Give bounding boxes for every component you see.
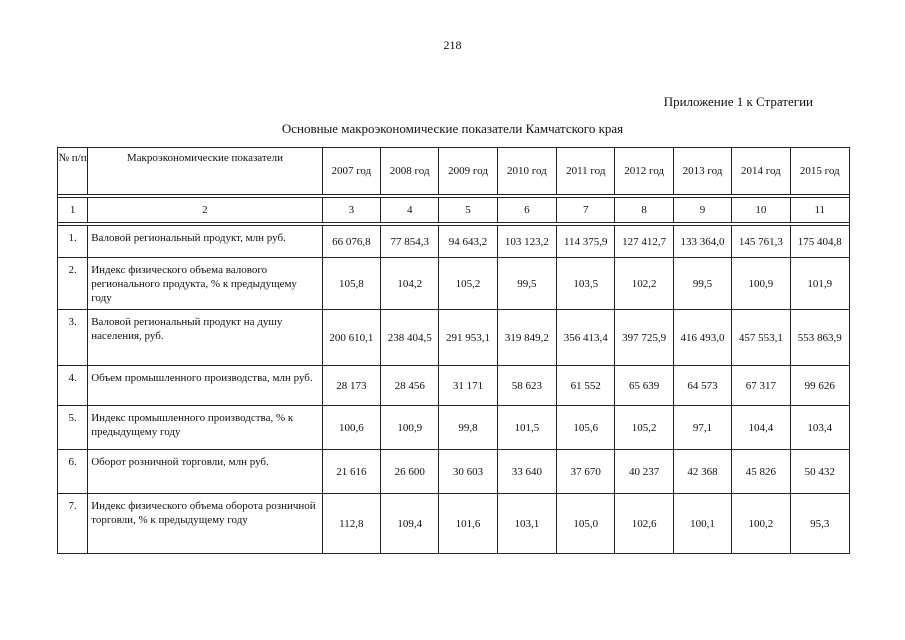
indicator-value: 103,5 <box>557 258 615 310</box>
row-number: 4. <box>58 366 88 406</box>
column-number: 1 <box>58 198 88 223</box>
indicator-value: 99,8 <box>439 406 497 450</box>
header-year: 2009 год <box>439 148 497 195</box>
indicator-value: 127 412,7 <box>615 226 673 258</box>
table-body <box>58 148 850 554</box>
indicator-value: 102,2 <box>615 258 673 310</box>
table-row <box>58 450 850 494</box>
header-number: № п/п <box>58 148 88 195</box>
indicator-value: 553 863,9 <box>790 310 849 366</box>
indicator-value: 94 643,2 <box>439 226 497 258</box>
indicator-value: 99,5 <box>497 258 556 310</box>
indicator-value: 40 237 <box>615 450 673 494</box>
table-row <box>58 258 850 310</box>
indicator-value: 28 456 <box>381 366 439 406</box>
header-year: 2011 год <box>557 148 615 195</box>
indicator-value: 66 076,8 <box>322 226 380 258</box>
column-number: 3 <box>322 198 380 223</box>
indicator-value: 99 626 <box>790 366 849 406</box>
indicator-value: 42 368 <box>673 450 731 494</box>
indicator-value: 102,6 <box>615 494 673 554</box>
row-number: 1. <box>58 226 88 258</box>
indicator-name: Индекс промышленного производства, % к предыдущему году <box>88 406 322 450</box>
row-number: 7. <box>58 494 88 554</box>
header-year: 2013 год <box>673 148 731 195</box>
row-number: 3. <box>58 310 88 366</box>
page-number: 218 <box>443 38 462 52</box>
column-number: 5 <box>439 198 497 223</box>
indicator-value: 100,9 <box>381 406 439 450</box>
indicator-name: Индекс физического объема оборота розничной торговли, % к предыдущему году <box>88 494 322 554</box>
indicator-value: 104,4 <box>732 406 790 450</box>
indicator-value: 457 553,1 <box>732 310 790 366</box>
indicator-value: 397 725,9 <box>615 310 673 366</box>
indicator-value: 97,1 <box>673 406 731 450</box>
indicator-value: 31 171 <box>439 366 497 406</box>
header-indicator-name: Макроэкономические показатели <box>88 148 322 195</box>
header-year: 2010 год <box>497 148 556 195</box>
column-number: 10 <box>732 198 790 223</box>
table-row <box>58 366 850 406</box>
indicator-value: 50 432 <box>790 450 849 494</box>
indicator-value: 37 670 <box>557 450 615 494</box>
indicator-value: 103 123,2 <box>497 226 556 258</box>
indicator-value: 145 761,3 <box>732 226 790 258</box>
indicator-value: 99,5 <box>673 258 731 310</box>
row-number: 2. <box>58 258 88 310</box>
indicator-value: 238 404,5 <box>381 310 439 366</box>
indicator-value: 105,2 <box>615 406 673 450</box>
table-row <box>58 310 850 366</box>
header-year: 2014 год <box>732 148 790 195</box>
header-year: 2012 год <box>615 148 673 195</box>
indicator-value: 105,0 <box>557 494 615 554</box>
indicator-value: 175 404,8 <box>790 226 849 258</box>
indicator-value: 45 826 <box>732 450 790 494</box>
indicator-value: 21 616 <box>322 450 380 494</box>
indicator-value: 95,3 <box>790 494 849 554</box>
macroeconomic-indicators-table <box>57 147 850 554</box>
indicator-value: 109,4 <box>381 494 439 554</box>
row-number: 6. <box>58 450 88 494</box>
indicator-value: 104,2 <box>381 258 439 310</box>
indicator-name: Оборот розничной торговли, млн руб. <box>88 450 322 494</box>
document-title: Основные макроэкономические показатели Камчатского края <box>281 121 624 136</box>
indicator-value: 100,2 <box>732 494 790 554</box>
column-number: 2 <box>88 198 322 223</box>
indicator-value: 28 173 <box>322 366 380 406</box>
column-number: 7 <box>557 198 615 223</box>
column-number: 9 <box>673 198 731 223</box>
indicator-value: 133 364,0 <box>673 226 731 258</box>
indicator-value: 105,8 <box>322 258 380 310</box>
indicator-value: 101,5 <box>497 406 556 450</box>
indicator-value: 101,9 <box>790 258 849 310</box>
indicator-value: 100,9 <box>732 258 790 310</box>
indicator-value: 64 573 <box>673 366 731 406</box>
column-number: 11 <box>790 198 849 223</box>
table-row <box>58 226 850 258</box>
column-number: 8 <box>615 198 673 223</box>
indicator-value: 33 640 <box>497 450 556 494</box>
indicator-value: 114 375,9 <box>557 226 615 258</box>
indicator-value: 65 639 <box>615 366 673 406</box>
indicator-value: 105,2 <box>439 258 497 310</box>
indicator-value: 103,4 <box>790 406 849 450</box>
indicator-name: Валовой региональный продукт на душу населения, руб. <box>88 310 322 366</box>
indicator-value: 58 623 <box>497 366 556 406</box>
indicator-value: 291 953,1 <box>439 310 497 366</box>
column-number: 4 <box>381 198 439 223</box>
indicator-value: 67 317 <box>732 366 790 406</box>
column-number: 6 <box>497 198 556 223</box>
indicator-value: 61 552 <box>557 366 615 406</box>
indicator-name: Валовой региональный продукт, млн руб. <box>88 226 322 258</box>
indicator-value: 105,6 <box>557 406 615 450</box>
indicator-value: 77 854,3 <box>381 226 439 258</box>
indicator-value: 100,1 <box>673 494 731 554</box>
indicator-name: Индекс физического объема валового регионального продукта, % к предыдущему году <box>88 258 322 310</box>
header-year: 2008 год <box>381 148 439 195</box>
indicator-value: 416 493,0 <box>673 310 731 366</box>
indicator-value: 101,6 <box>439 494 497 554</box>
indicator-value: 356 413,4 <box>557 310 615 366</box>
row-number: 5. <box>58 406 88 450</box>
table-row <box>58 494 850 554</box>
header-year: 2015 год <box>790 148 849 195</box>
indicator-value: 100,6 <box>322 406 380 450</box>
indicator-name: Объем промышленного производства, млн руб. <box>88 366 322 406</box>
indicator-value: 319 849,2 <box>497 310 556 366</box>
indicator-value: 112,8 <box>322 494 380 554</box>
column-number-row <box>58 198 850 223</box>
table-row <box>58 406 850 450</box>
indicator-value: 30 603 <box>439 450 497 494</box>
indicator-value: 103,1 <box>497 494 556 554</box>
indicator-value: 200 610,1 <box>322 310 380 366</box>
appendix-label: Приложение 1 к Стратегии <box>663 94 813 109</box>
header-year: 2007 год <box>322 148 380 195</box>
indicator-value: 26 600 <box>381 450 439 494</box>
table-header-row <box>58 148 850 195</box>
